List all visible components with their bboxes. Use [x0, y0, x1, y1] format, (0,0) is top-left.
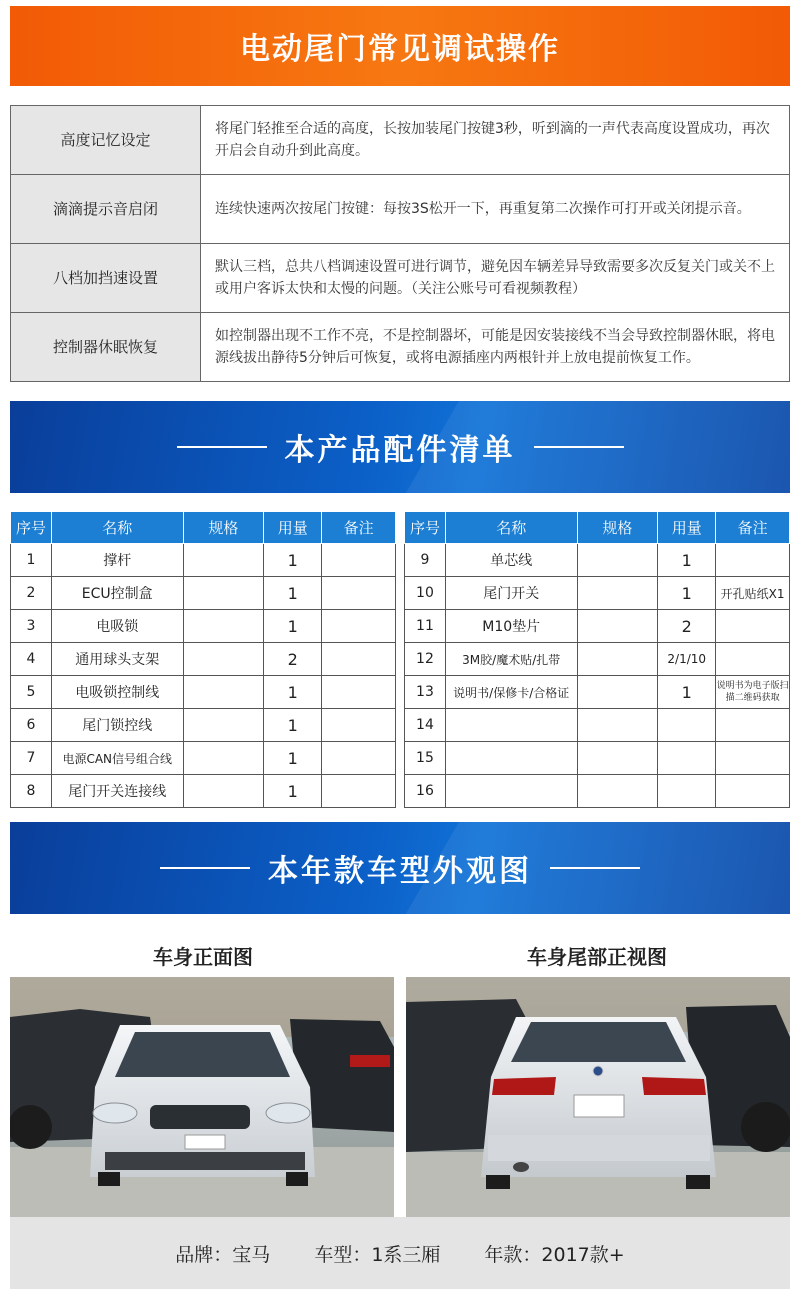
cell-note — [322, 577, 396, 610]
cell-spec — [577, 577, 658, 610]
table-row — [405, 676, 790, 709]
cell-no: 11 — [405, 610, 446, 643]
cell-qty — [658, 709, 716, 742]
settings-value: 如控制器出现不工作不亮，不是控制器坏，可能是因安装接线不当会导致控制器休眠，将电源线拔出静待5分钟后可恢复，或将电源插座内两根针并上放电提前恢复工作。 — [201, 313, 790, 382]
cell-no: 3 — [11, 610, 52, 643]
cell-spec — [183, 742, 264, 775]
cell-note: 开孔贴纸X1 — [716, 577, 790, 610]
cell-qty: 1 — [264, 577, 322, 610]
parts-section-title: 本产品配件清单 — [284, 433, 516, 468]
table-row — [405, 643, 790, 676]
column-header-note: 备注 — [716, 512, 790, 544]
table-row — [11, 742, 396, 775]
cell-spec — [577, 610, 658, 643]
cell-no: 13 — [405, 676, 446, 709]
cell-name: 通用球头支架 — [51, 643, 183, 676]
divider-line — [550, 867, 640, 869]
cell-name — [445, 709, 577, 742]
table-row — [11, 775, 396, 808]
cell-qty — [658, 775, 716, 808]
parts-table-right — [404, 511, 790, 808]
cell-name: ECU控制盒 — [51, 577, 183, 610]
cell-note — [322, 709, 396, 742]
parts-table-left — [10, 511, 396, 808]
cell-name — [445, 775, 577, 808]
settings-row — [11, 106, 790, 175]
cell-spec — [183, 544, 264, 577]
parts-right-body — [405, 544, 790, 808]
cell-no: 8 — [11, 775, 52, 808]
settings-key: 滴滴提示音启闭 — [11, 175, 201, 244]
cell-name — [445, 742, 577, 775]
divider-line — [160, 867, 250, 869]
table-row — [405, 742, 790, 775]
settings-key: 八档加挡速设置 — [11, 244, 201, 313]
column-header-spec: 规格 — [577, 512, 658, 544]
cell-qty: 1 — [264, 742, 322, 775]
cell-note — [322, 643, 396, 676]
cell-no: 4 — [11, 643, 52, 676]
column-header-qty: 用量 — [264, 512, 322, 544]
cell-spec — [183, 610, 264, 643]
column-header-note: 备注 — [322, 512, 396, 544]
cell-note — [322, 676, 396, 709]
cell-spec — [183, 577, 264, 610]
table-row — [405, 709, 790, 742]
cell-note — [322, 544, 396, 577]
cell-note — [716, 709, 790, 742]
settings-value: 默认三档，总共八档调速设置可进行调节，避免因车辆差异导致需要多次反复关门或关不上或用户客诉太快和太慢的问题。（关注公账号可看视频教程） — [201, 244, 790, 313]
cell-name: 电吸锁 — [51, 610, 183, 643]
settings-row — [11, 313, 790, 382]
car-front-photo — [10, 977, 394, 1217]
cell-spec — [577, 643, 658, 676]
cell-no: 6 — [11, 709, 52, 742]
cell-name: 尾门开关连接线 — [51, 775, 183, 808]
cell-no: 2 — [11, 577, 52, 610]
table-row — [11, 676, 396, 709]
car-info-footer — [10, 1217, 790, 1289]
rear-photo-title: 车身尾部正视图 — [527, 945, 667, 969]
cell-note — [716, 742, 790, 775]
cell-note — [322, 742, 396, 775]
cell-qty: 1 — [658, 676, 716, 709]
column-header-name: 名称 — [445, 512, 577, 544]
table-row — [405, 577, 790, 610]
cell-no: 15 — [405, 742, 446, 775]
settings-value: 连续快速两次按尾门按键：每按3S松开一下，再重复第二次操作可打开或关闭提示音。 — [201, 175, 790, 244]
column-header-no: 序号 — [405, 512, 446, 544]
cell-note — [322, 610, 396, 643]
brand-label: 品牌：宝马 — [175, 1243, 271, 1266]
table-row — [405, 775, 790, 808]
cell-no: 7 — [11, 742, 52, 775]
cell-qty: 1 — [264, 676, 322, 709]
header-banner — [10, 6, 790, 86]
model-label: 车型：1系三厢 — [314, 1243, 441, 1266]
cell-no: 1 — [11, 544, 52, 577]
table-row — [11, 610, 396, 643]
parts-left-body — [11, 544, 396, 808]
cell-spec — [577, 544, 658, 577]
cell-qty: 2/1/10 — [658, 643, 716, 676]
cell-qty: 2 — [264, 643, 322, 676]
cell-no: 10 — [405, 577, 446, 610]
column-header-no: 序号 — [11, 512, 52, 544]
column-header-name: 名称 — [51, 512, 183, 544]
cell-qty: 1 — [264, 544, 322, 577]
table-row — [11, 577, 396, 610]
cell-name: 电源CAN信号组合线 — [51, 742, 183, 775]
cell-qty: 1 — [658, 544, 716, 577]
cell-note — [716, 775, 790, 808]
cell-name: M10垫片 — [445, 610, 577, 643]
settings-key: 高度记忆设定 — [11, 106, 201, 175]
cell-spec — [183, 676, 264, 709]
page-title: 电动尾门常见调试操作 — [240, 32, 560, 67]
cell-qty: 1 — [264, 610, 322, 643]
column-header-spec: 规格 — [183, 512, 264, 544]
year-label: 年款：2017款+ — [484, 1243, 625, 1266]
table-row — [405, 610, 790, 643]
cell-no: 5 — [11, 676, 52, 709]
cell-note — [322, 775, 396, 808]
column-header-qty: 用量 — [658, 512, 716, 544]
settings-row — [11, 244, 790, 313]
cell-spec — [183, 643, 264, 676]
settings-value: 将尾门轻推至合适的高度，长按加装尾门按键3秒，听到滴的一声代表高度设置成功，再次开启会自动升到此高度。 — [201, 106, 790, 175]
cell-spec — [577, 742, 658, 775]
front-photo-title: 车身正面图 — [153, 945, 253, 969]
cell-qty: 1 — [264, 709, 322, 742]
table-header-row — [11, 512, 396, 544]
divider-line — [534, 446, 624, 448]
cell-spec — [577, 676, 658, 709]
cell-spec — [577, 775, 658, 808]
cell-no: 16 — [405, 775, 446, 808]
cell-spec — [183, 775, 264, 808]
settings-key: 控制器休眠恢复 — [11, 313, 201, 382]
settings-table — [10, 105, 790, 382]
table-row — [11, 544, 396, 577]
table-header-row — [405, 512, 790, 544]
cell-name: 单芯线 — [445, 544, 577, 577]
cell-note — [716, 610, 790, 643]
cell-name: 3M胶/魔术贴/扎带 — [445, 643, 577, 676]
cell-name: 撑杆 — [51, 544, 183, 577]
cell-qty: 1 — [264, 775, 322, 808]
car-section-title: 本年款车型外观图 — [268, 854, 532, 889]
divider-line — [177, 446, 267, 448]
settings-row — [11, 175, 790, 244]
cell-name: 尾门锁控线 — [51, 709, 183, 742]
cell-spec — [577, 709, 658, 742]
cell-qty: 1 — [658, 577, 716, 610]
parts-section-banner — [10, 401, 790, 493]
cell-note: 说明书为电子版扫描二维码获取 — [716, 676, 790, 709]
table-row — [11, 643, 396, 676]
car-section-banner — [10, 822, 790, 914]
table-row — [405, 544, 790, 577]
cell-spec — [183, 709, 264, 742]
cell-qty: 2 — [658, 610, 716, 643]
cell-name: 尾门开关 — [445, 577, 577, 610]
cell-no: 12 — [405, 643, 446, 676]
cell-name: 说明书/保修卡/合格证 — [445, 676, 577, 709]
cell-note — [716, 544, 790, 577]
cell-no: 14 — [405, 709, 446, 742]
cell-name: 电吸锁控制线 — [51, 676, 183, 709]
cell-no: 9 — [405, 544, 446, 577]
cell-qty — [658, 742, 716, 775]
car-rear-photo — [406, 977, 790, 1217]
table-row — [11, 709, 396, 742]
cell-note — [716, 643, 790, 676]
